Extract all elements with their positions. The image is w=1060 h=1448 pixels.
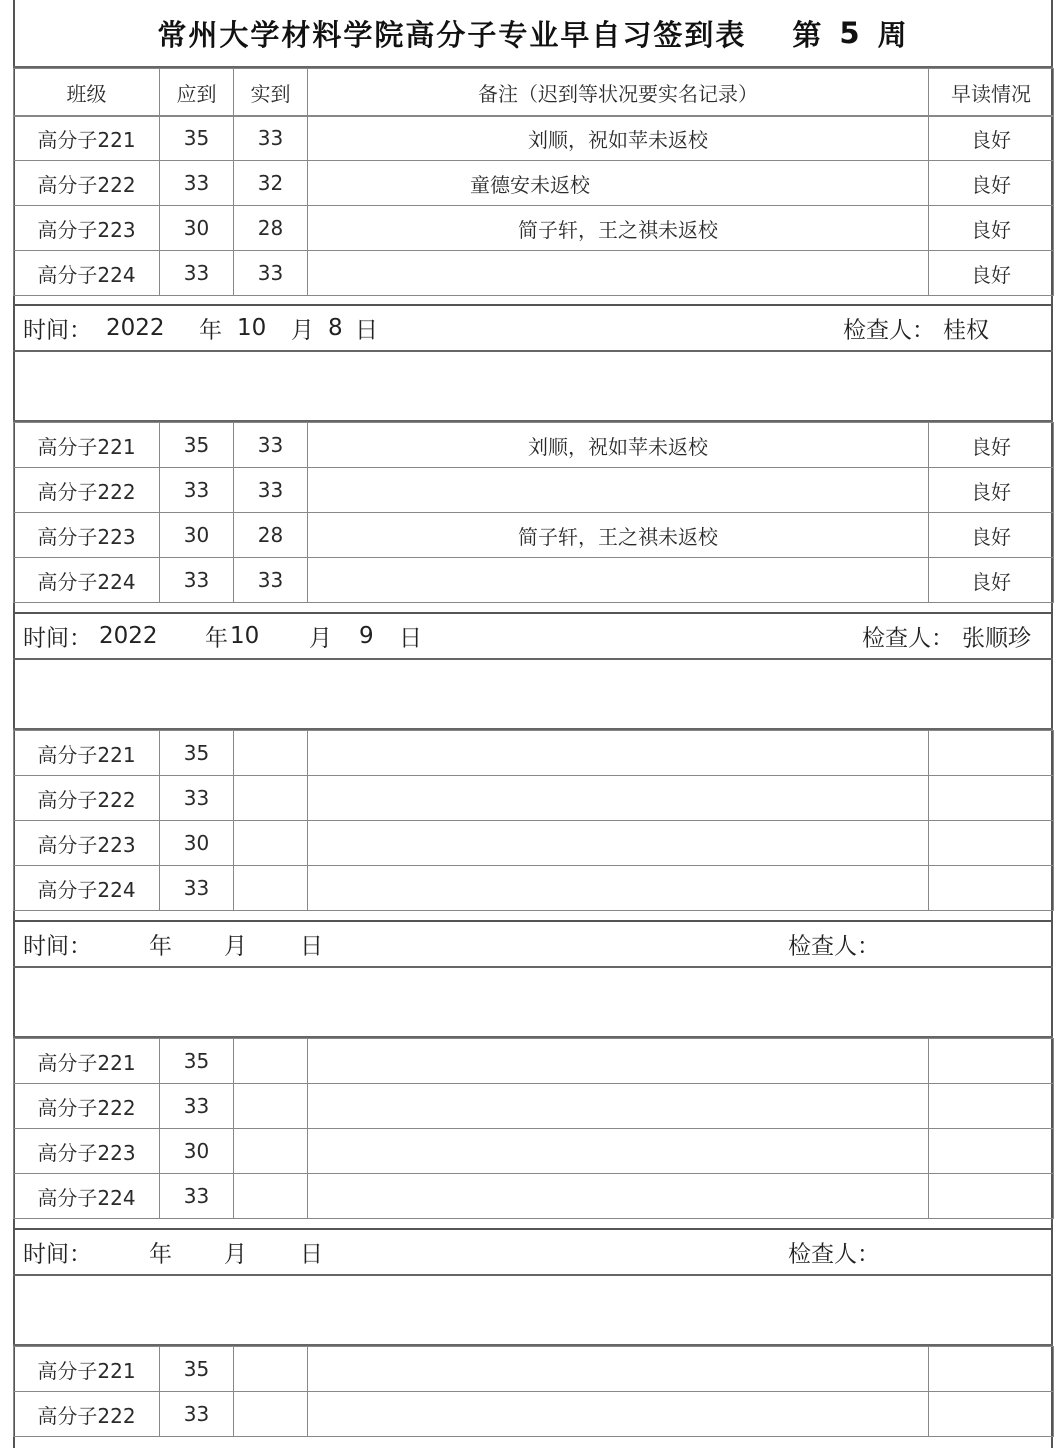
header-due: 应到	[160, 69, 234, 117]
time-year-unit: 年	[149, 933, 172, 960]
header-class: 班级	[14, 69, 160, 117]
note-cell	[308, 1174, 929, 1219]
reading-cell: 良好	[929, 468, 1054, 513]
actual-cell	[234, 731, 308, 776]
header-table	[13, 68, 1054, 117]
week-prefix: 第	[792, 17, 824, 52]
actual-cell	[234, 1039, 308, 1084]
inspector-label: 检查人：	[843, 317, 935, 344]
time-bar-1	[13, 304, 1053, 352]
reading-cell	[929, 1347, 1054, 1392]
table-row	[14, 1129, 1054, 1174]
table-row	[14, 116, 1054, 161]
note-cell	[308, 1347, 929, 1392]
note-cell: 童德安未返校	[308, 161, 929, 206]
due-cell: 33	[160, 1084, 234, 1129]
time-day-unit: 日	[355, 317, 378, 344]
title-text: 常州大学材料学院高分子专业早自习签到表	[157, 17, 747, 52]
class-cell: 高分子223	[14, 206, 160, 251]
class-cell: 高分子222	[14, 1392, 160, 1437]
note-cell	[308, 776, 929, 821]
note-cell	[308, 1084, 929, 1129]
note-cell	[308, 251, 929, 296]
table-row	[14, 731, 1054, 776]
table-row	[14, 513, 1054, 558]
time-year-unit: 年	[149, 1241, 172, 1268]
reading-cell: 良好	[929, 513, 1054, 558]
reading-cell: 良好	[929, 423, 1054, 468]
header-row	[14, 69, 1054, 117]
table-row	[14, 1347, 1054, 1392]
note-cell	[308, 1392, 929, 1437]
table-row	[14, 558, 1054, 603]
reading-cell	[929, 1129, 1054, 1174]
due-cell: 30	[160, 513, 234, 558]
time-month-unit: 月	[291, 317, 314, 344]
note-cell	[308, 821, 929, 866]
time-month-unit: 月	[309, 625, 332, 652]
inspector-label: 检查人：	[862, 625, 954, 652]
reading-cell	[929, 821, 1054, 866]
time-label: 时间：	[23, 625, 92, 652]
note-cell	[308, 468, 929, 513]
table-row	[14, 161, 1054, 206]
header-note: 备注（迟到等状况要实名记录）	[308, 69, 929, 117]
reading-cell	[929, 866, 1054, 911]
inspector-label: 检查人：	[788, 1241, 880, 1268]
time-year-unit: 年	[199, 317, 222, 344]
time-day-unit: 日	[300, 933, 323, 960]
time-bar-4	[13, 1228, 1053, 1276]
table-row	[14, 206, 1054, 251]
note-cell	[308, 1129, 929, 1174]
actual-cell: 32	[234, 161, 308, 206]
reading-cell	[929, 1039, 1054, 1084]
time-year: 2022	[99, 623, 158, 649]
class-cell: 高分子224	[14, 251, 160, 296]
class-cell: 高分子221	[14, 731, 160, 776]
table-row	[14, 821, 1054, 866]
due-cell: 33	[160, 161, 234, 206]
due-cell: 33	[160, 251, 234, 296]
reading-cell	[929, 776, 1054, 821]
class-cell: 高分子222	[14, 776, 160, 821]
time-label: 时间：	[23, 317, 92, 344]
inspector-name: 桂权	[943, 317, 989, 344]
actual-cell: 33	[234, 116, 308, 161]
note-cell: 刘顺，祝如苹未返校	[308, 423, 929, 468]
blank-row	[13, 1276, 1053, 1346]
actual-cell	[234, 1129, 308, 1174]
blank-row	[13, 352, 1053, 422]
due-cell: 30	[160, 206, 234, 251]
actual-cell	[234, 776, 308, 821]
week-suffix: 周	[877, 17, 909, 52]
table-row	[14, 1174, 1054, 1219]
class-cell: 高分子222	[14, 1084, 160, 1129]
reading-cell: 良好	[929, 206, 1054, 251]
reading-cell	[929, 1392, 1054, 1437]
note-cell	[308, 558, 929, 603]
actual-cell: 33	[234, 468, 308, 513]
section-5-table	[13, 1346, 1054, 1437]
reading-cell	[929, 1174, 1054, 1219]
due-cell: 35	[160, 1039, 234, 1084]
class-cell: 高分子223	[14, 1129, 160, 1174]
actual-cell	[234, 821, 308, 866]
actual-cell: 33	[234, 251, 308, 296]
due-cell: 35	[160, 423, 234, 468]
class-cell: 高分子221	[14, 116, 160, 161]
note-cell	[308, 731, 929, 776]
time-month: 10	[230, 623, 260, 649]
actual-cell	[234, 1084, 308, 1129]
time-bar-2	[13, 612, 1053, 660]
reading-cell: 良好	[929, 161, 1054, 206]
blank-row	[13, 968, 1053, 1038]
table-row	[14, 251, 1054, 296]
time-day: 9	[359, 623, 374, 649]
table-row	[14, 776, 1054, 821]
class-cell: 高分子223	[14, 513, 160, 558]
actual-cell	[234, 1174, 308, 1219]
due-cell: 33	[160, 1174, 234, 1219]
class-cell: 高分子223	[14, 821, 160, 866]
time-label: 时间：	[23, 933, 92, 960]
time-label: 时间：	[23, 1241, 92, 1268]
section-4-table	[13, 1038, 1054, 1219]
class-cell: 高分子221	[14, 1347, 160, 1392]
note-cell	[308, 1039, 929, 1084]
due-cell: 30	[160, 1129, 234, 1174]
actual-cell: 28	[234, 513, 308, 558]
time-day-unit: 日	[399, 625, 422, 652]
note-cell: 简子轩，王之祺未返校	[308, 206, 929, 251]
time-day: 8	[328, 315, 343, 341]
due-cell: 35	[160, 731, 234, 776]
week-number: 5	[839, 16, 862, 50]
actual-cell: 33	[234, 423, 308, 468]
note-cell: 简子轩，王之祺未返校	[308, 513, 929, 558]
actual-cell	[234, 1347, 308, 1392]
class-cell: 高分子221	[14, 423, 160, 468]
reading-cell: 良好	[929, 251, 1054, 296]
note-cell	[308, 866, 929, 911]
reading-cell: 良好	[929, 116, 1054, 161]
due-cell: 35	[160, 116, 234, 161]
time-month-unit: 月	[224, 1241, 247, 1268]
table-row	[14, 423, 1054, 468]
due-cell: 33	[160, 468, 234, 513]
reading-cell	[929, 731, 1054, 776]
table-row	[14, 1084, 1054, 1129]
time-month: 10	[237, 315, 267, 341]
class-cell: 高分子222	[14, 161, 160, 206]
reading-cell	[929, 1084, 1054, 1129]
actual-cell: 28	[234, 206, 308, 251]
due-cell: 33	[160, 776, 234, 821]
class-cell: 高分子224	[14, 558, 160, 603]
due-cell: 30	[160, 821, 234, 866]
class-cell: 高分子222	[14, 468, 160, 513]
actual-cell	[234, 1392, 308, 1437]
header-reading: 早读情况	[929, 69, 1054, 117]
due-cell: 35	[160, 1347, 234, 1392]
time-day-unit: 日	[300, 1241, 323, 1268]
section-2-table	[13, 422, 1054, 603]
class-cell: 高分子221	[14, 1039, 160, 1084]
header-actual: 实到	[234, 69, 308, 117]
due-cell: 33	[160, 558, 234, 603]
table-row	[14, 1392, 1054, 1437]
section-1-table	[13, 115, 1054, 296]
sheet-title	[13, 0, 1053, 68]
table-row	[14, 468, 1054, 513]
actual-cell	[234, 866, 308, 911]
due-cell: 33	[160, 1392, 234, 1437]
table-row	[14, 1039, 1054, 1084]
time-year: 2022	[106, 315, 165, 341]
class-cell: 高分子224	[14, 1174, 160, 1219]
note-cell: 刘顺，祝如苹未返校	[308, 116, 929, 161]
time-month-unit: 月	[224, 933, 247, 960]
blank-row	[13, 660, 1053, 730]
time-bar-3	[13, 920, 1053, 968]
actual-cell: 33	[234, 558, 308, 603]
time-year-unit: 年	[205, 625, 228, 652]
inspector-label: 检查人：	[788, 933, 880, 960]
reading-cell: 良好	[929, 558, 1054, 603]
table-row	[14, 866, 1054, 911]
class-cell: 高分子224	[14, 866, 160, 911]
due-cell: 33	[160, 866, 234, 911]
section-3-table	[13, 730, 1054, 911]
inspector-name: 张顺珍	[962, 625, 1031, 652]
